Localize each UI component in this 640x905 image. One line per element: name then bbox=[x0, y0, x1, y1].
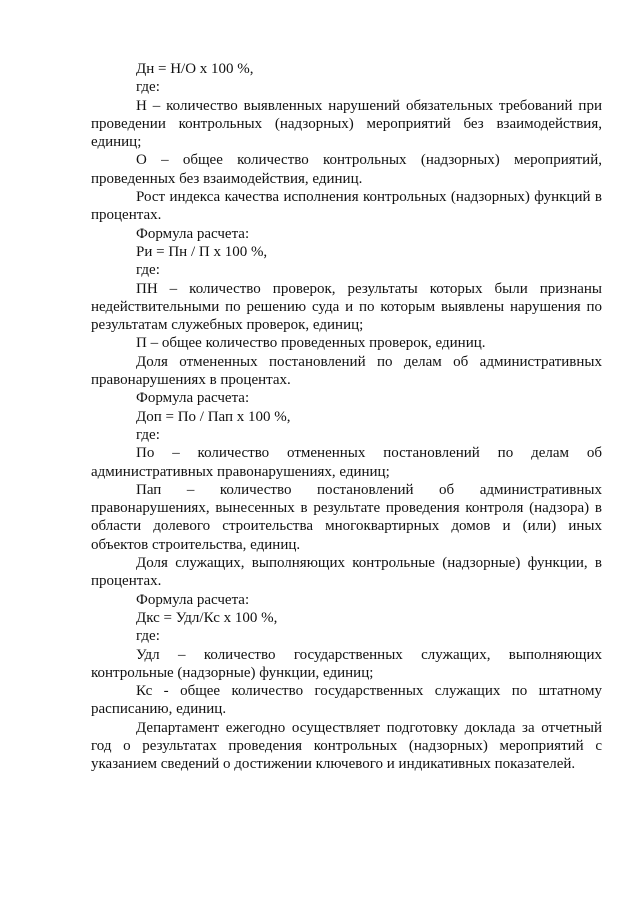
definition-pn: ПН – количество проверок, результаты которых были признаны недействительными по решению суда и по которым выявлены нарушения по результатам служебных проверок, единиц; bbox=[91, 280, 602, 334]
formula-dks: Дкс = Удл/Кс х 100 %, bbox=[136, 609, 278, 626]
definition-po: По – количество отмененных постановлений по делам об административных правонарушениях, единиц; bbox=[91, 445, 602, 480]
formula-label: Формула расчета: bbox=[136, 225, 250, 242]
definition-udl: Удл – количество государственных служащих, выполняющих контрольные (надзорные) функции, единиц; bbox=[91, 646, 602, 681]
definition-pap: Пап – количество постановлений об административных правонарушениях, вынесенных в результате проведения контроля (надзора) в области долевого строительства многоквартирных домов и (или) иных объектов строительства, единиц. bbox=[91, 481, 602, 553]
definition-n: Н – количество выявленных нарушений обязательных требований при проведении контрольных (надзорных) мероприятий без взаимодействия, единиц; bbox=[91, 97, 602, 151]
where-label: где: bbox=[136, 426, 160, 443]
indicator-cancelled-resolutions: Доля отмененных постановлений по делам об административных правонарушениях в процентах. bbox=[91, 353, 602, 389]
definition-ks: Кс - общее количество государственных служащих по штатному расписанию, единиц. bbox=[91, 683, 602, 718]
formula-label: Формула расчета: bbox=[136, 591, 250, 608]
formula-ri: Ри = Пн / П х 100 %, bbox=[136, 243, 268, 260]
definition-p: П – общее количество проведенных проверок, единиц. bbox=[136, 335, 486, 352]
indicator-staff-share: Доля служащих, выполняющих контрольные (надзорные) функции, в процентах. bbox=[91, 555, 602, 590]
formula-label: Формула расчета: bbox=[136, 390, 250, 407]
document-page bbox=[91, 60, 602, 774]
where-label: где: bbox=[136, 262, 160, 279]
formula-dn: Дн = Н/О х 100 %, bbox=[136, 61, 254, 77]
definition-o: О – общее количество контрольных (надзорных) мероприятий, проведенных без взаимодействия, единиц. bbox=[91, 152, 602, 187]
formula-dop: Доп = По / Пап х 100 %, bbox=[136, 408, 291, 425]
where-label: где: bbox=[136, 79, 160, 96]
where-label: где: bbox=[136, 628, 160, 645]
department-report-paragraph: Департамент ежегодно осуществляет подготовку доклада за отчетный год о результатах проведения контрольных (надзорных) мероприятий с указанием сведений о достижении ключевого и индикативных показателей. bbox=[91, 719, 602, 773]
indicator-quality-index: Рост индекса качества исполнения контрольных (надзорных) функций в процентах. bbox=[91, 189, 602, 224]
